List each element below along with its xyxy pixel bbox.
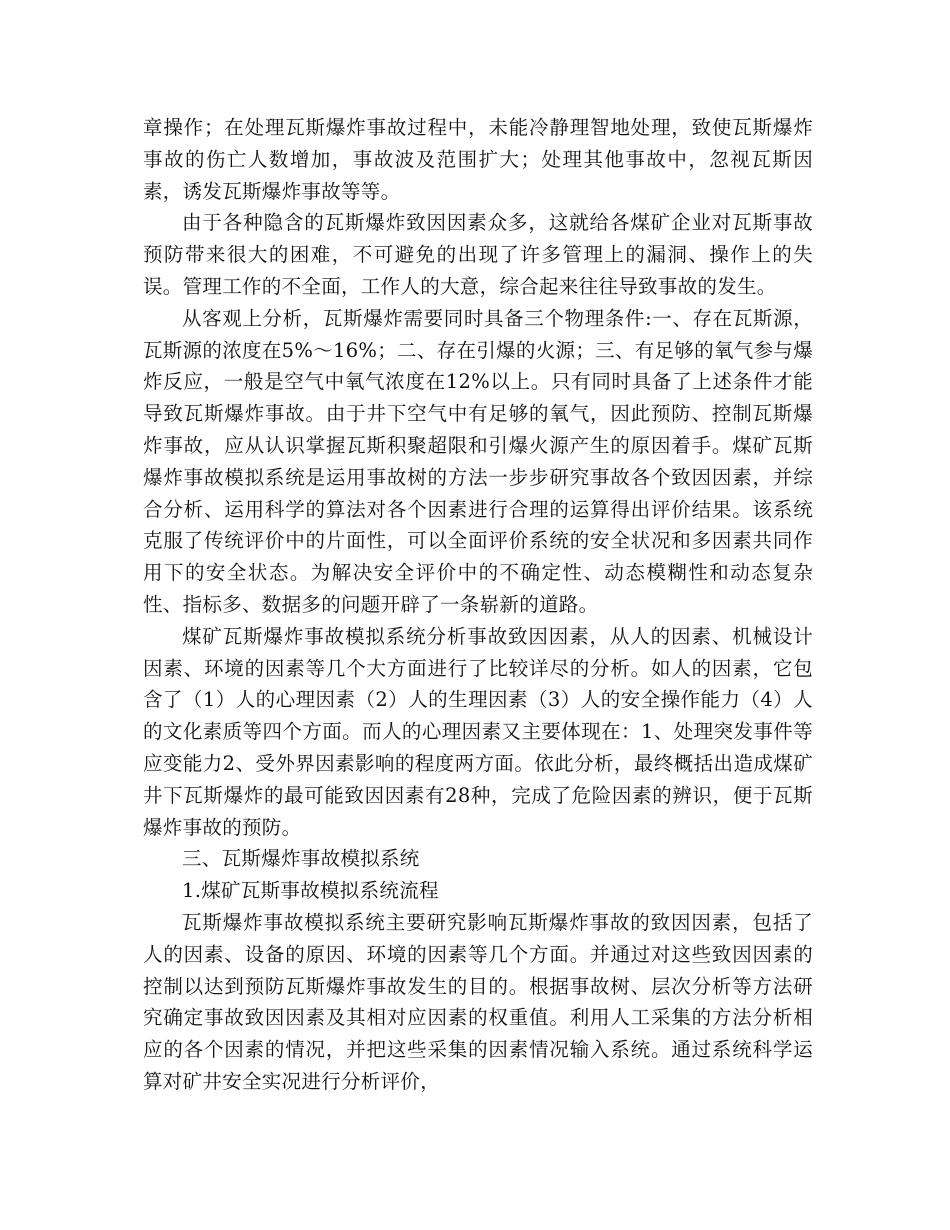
subsection-heading: 1.煤矿瓦斯事故模拟系统流程	[182, 879, 439, 903]
paragraph-objective-analysis: 从客观上分析，瓦斯爆炸需要同时具备三个物理条件:一、存在瓦斯源，瓦斯源的浓度在5%～16%；二、存在引爆的火源；三、有足够的氧气参与爆炸反应，一般是空气中氧气浓度在12%以上。只有同时具备了上述条件才能导致瓦斯爆炸事故。由于井下空气中有足够的氧气，因此预防、控制瓦斯爆炸事故，应从认识掌握瓦斯积聚超限和引爆火源产生的原因着手。煤矿瓦斯爆炸事故模拟系统是运用事故树的方法一步步研究事故各个致因因素，并综合分析、运用科学的算法对各个因素进行合理的运算得出评价结果。该系统克服了传统评价中的片面性，可以全面评价系统的安全状况和多因素共同作用下的安全状态。为解决安全评价中的不确定性、动态模糊性和动态复杂性、指标多、数据多的问题开辟了一条崭新的道路。	[143, 306, 813, 616]
paragraph-system-description: 瓦斯爆炸事故模拟系统主要研究影响瓦斯爆炸事故的致因因素，包括了人的因素、设备的原因、环境的因素等几个方面。并通过对这些致因因素的控制以达到预防瓦斯爆炸事故发生的目的。根据事故树、层次分析等方法研究确定事故致因因素及其相对应因素的权重值。利用人工采集的方法分析相应的各个因素的情况，并把这些采集的因素情况输入系统。通过系统科学运算对矿井安全实况进行分析评价，	[143, 910, 813, 1093]
document-page	[143, 112, 813, 1098]
section-heading: 三、瓦斯爆炸事故模拟系统	[182, 847, 420, 871]
paragraph-factor-analysis: 煤矿瓦斯爆炸事故模拟系统分析事故致因因素，从人的因素、机械设计因素、环境的因素等几个大方面进行了比较详尽的分析。如人的因素，它包含了（1）人的心理因素（2）人的生理因素（3）人的安全操作能力（4）人的文化素质等四个方面。而人的心理因素又主要体现在：1、处理突发事件等应变能力2、受外界因素影响的程度两方面。依此分析，最终概括出造成煤矿井下瓦斯爆炸的最可能致因因素有28种，完成了危险因素的辨识，便于瓦斯爆炸事故的预防。	[143, 624, 813, 839]
paragraph-continuation: 章操作；在处理瓦斯爆炸事故过程中，未能冷静理智地处理，致使瓦斯爆炸事故的伤亡人数增加，事故波及范围扩大；处理其他事故中，忽视瓦斯因素，诱发瓦斯爆炸事故等等。	[143, 116, 813, 203]
paragraph-prevention-difficulty: 由于各种隐含的瓦斯爆炸致因因素众多，这就给各煤矿企业对瓦斯事故预防带来很大的困难，不可避免的出现了许多管理上的漏洞、操作上的失误。管理工作的不全面，工作人的大意，综合起来往往导致事故的发生。	[143, 211, 813, 298]
